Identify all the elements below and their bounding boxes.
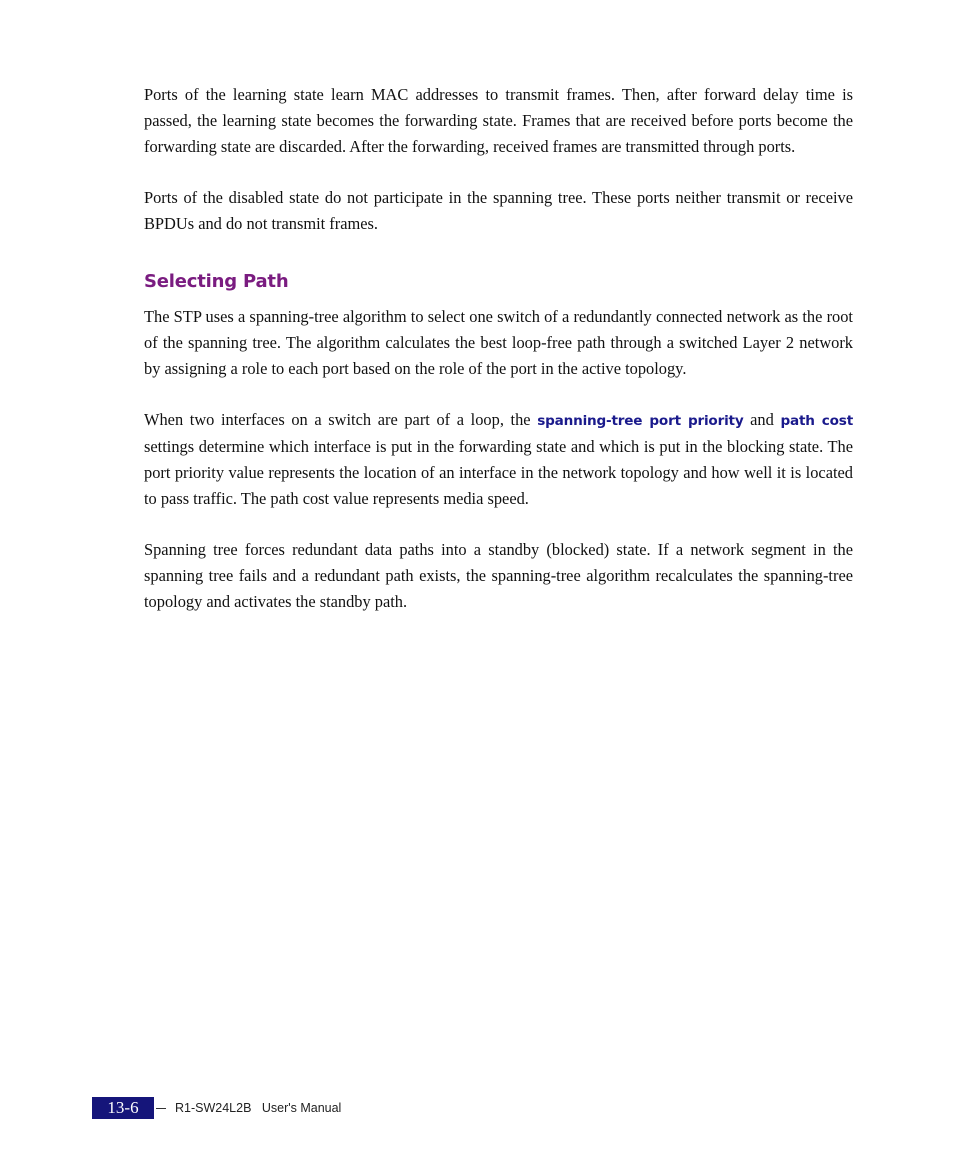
keyword-path-cost: path cost (780, 413, 853, 429)
text-fragment: and (743, 410, 781, 429)
paragraph-spacer (144, 160, 853, 185)
paragraph-port-priority (144, 407, 853, 512)
paragraph-disabled-state: Ports of the disabled state do not participate in the spanning tree. These ports neither transmit or receive BPDUs and do not transmit frames. (144, 188, 853, 233)
section-heading: Selecting Path (144, 271, 289, 292)
page-number: 13-6 (92, 1097, 154, 1119)
page-content (144, 82, 853, 615)
paragraph-spacer (144, 512, 853, 537)
manual-title: R1-SW24L2B User's Manual (175, 1101, 342, 1115)
paragraph-stp-algorithm: The STP uses a spanning-tree algorithm to select one switch of a redundantly connected network as the root of the spanning tree. The algorithm calculates the best loop-free path through a switched Layer 2 network by assigning a role to each port based on the role of the port in the active topology. (144, 307, 853, 378)
text-fragment: settings determine which interface is put in the forwarding state and which is put in the blocking state. The port priority value represents the location of an interface in the network topology and how well it is located to pass traffic. The path cost value represents media speed. (144, 437, 853, 508)
paragraph-learning-state: Ports of the learning state learn MAC addresses to transmit frames. Then, after forward delay time is passed, the learning state becomes the forwarding state. Frames that are received before ports become the forwarding state are discarded. After the forwarding, received frames are transmitted through ports. (144, 85, 853, 156)
text-fragment: When two interfaces on a switch are part of a loop, the (144, 410, 538, 429)
page-footer (92, 1097, 341, 1119)
paragraph-standby-path: Spanning tree forces redundant data paths into a standby (blocked) state. If a network segment in the spanning tree fails and a redundant path exists, the spanning-tree algorithm recalculates the spanning-tree topology and activates the standby path. (144, 540, 853, 611)
paragraph-spacer (144, 382, 853, 407)
footer-divider (156, 1108, 166, 1109)
keyword-port-priority: spanning-tree port priority (537, 413, 744, 429)
